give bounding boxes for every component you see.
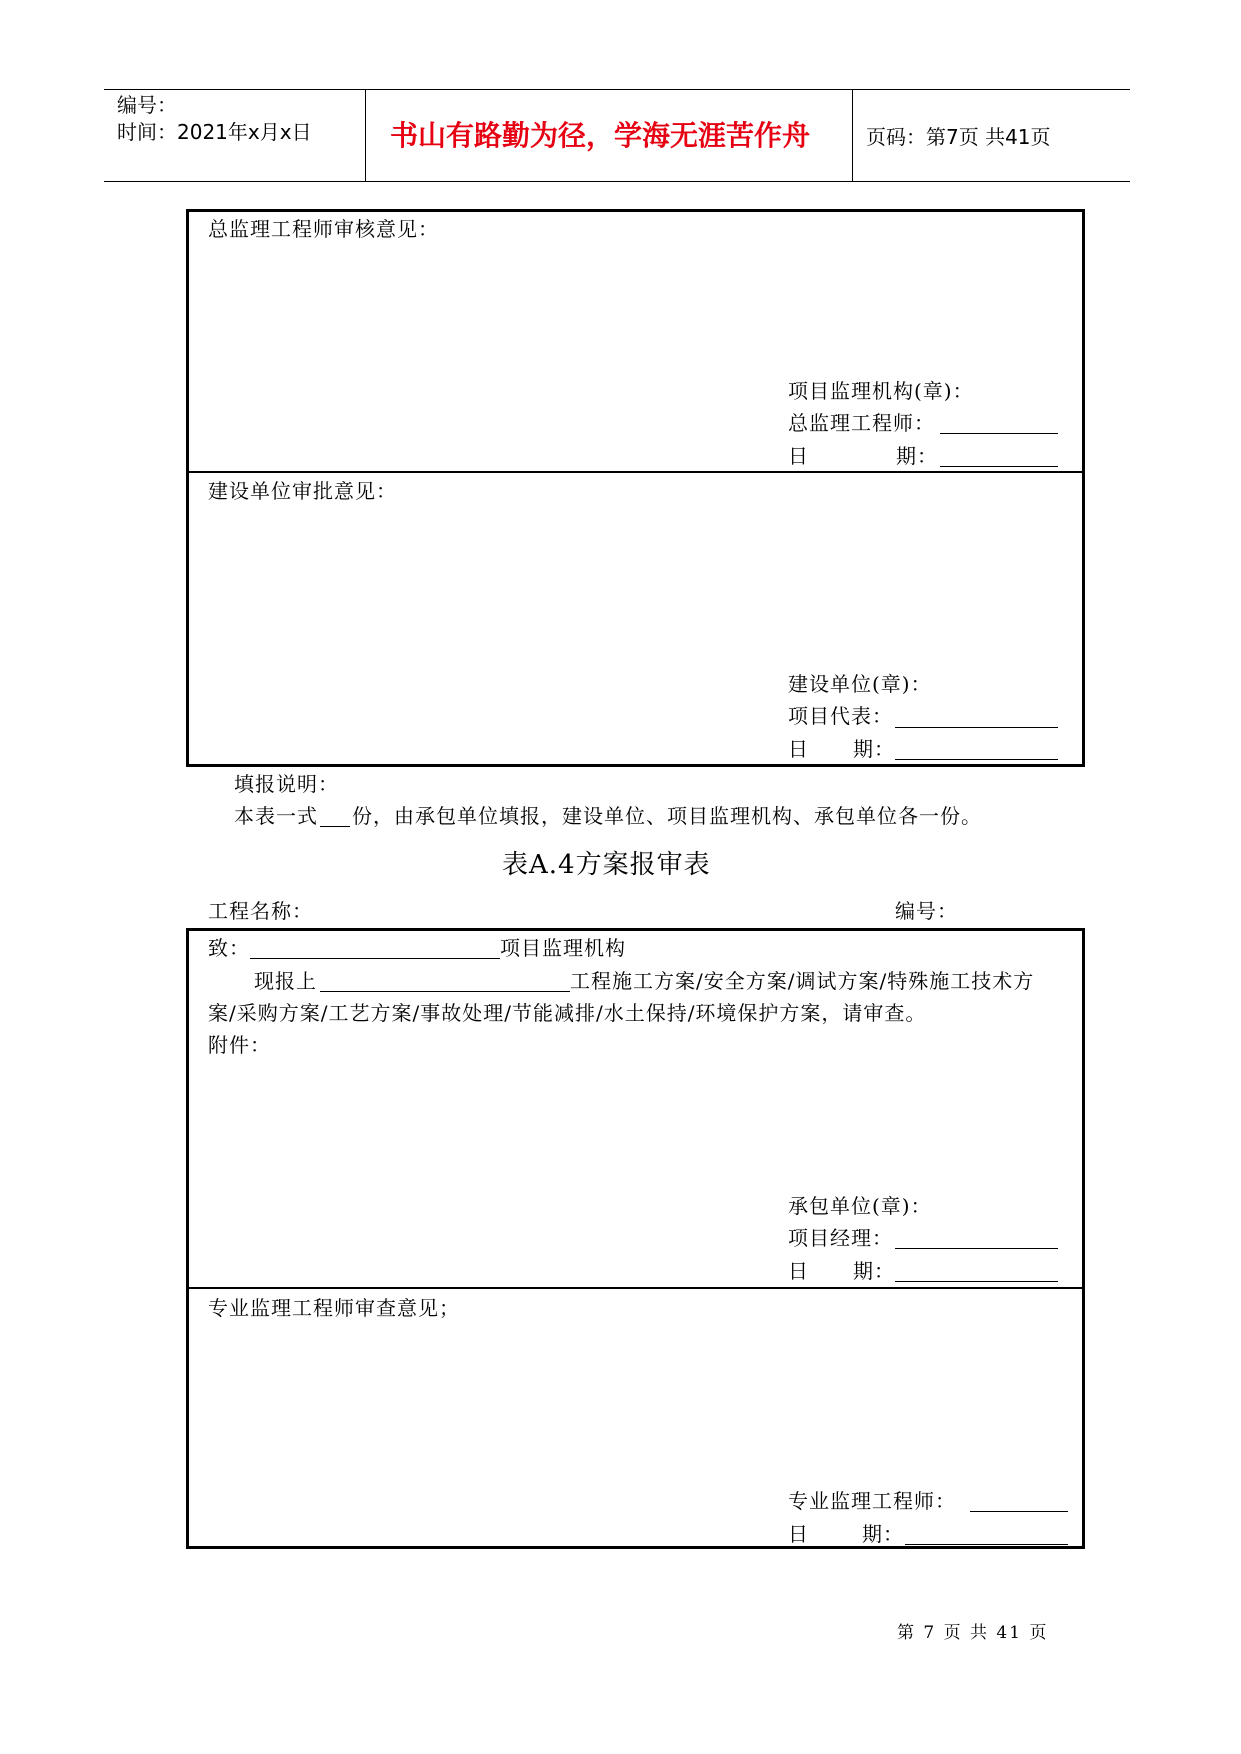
header-divider-left — [365, 89, 366, 181]
attachment-label: 附件： — [208, 1033, 271, 1057]
header-motto: 书山有路勤为径，学海无涯苦作舟 — [390, 119, 811, 152]
form-title: 表A.4方案报审表 — [502, 850, 711, 880]
project-name-label: 工程名称： — [208, 899, 313, 923]
date-label-first-char: 日 — [788, 444, 809, 468]
notes-text-prefix: 本表一式 — [234, 804, 318, 828]
form-number-label: 编号： — [895, 899, 958, 923]
specialist-date-first-char: 日 — [788, 1522, 809, 1546]
plan-review-form-divider — [188, 1287, 1083, 1289]
report-suffix: 工程施工方案/安全方案/调试方案/特殊施工技术方 — [570, 969, 1035, 993]
page-footer: 第 7 页 共 41 页 — [897, 1623, 1049, 1643]
header-top-rule — [104, 89, 1130, 90]
specialist-review-label: 专业监理工程师审查意见； — [208, 1296, 460, 1320]
project-rep-label: 项目代表： — [788, 704, 893, 728]
copies-blank-line — [320, 826, 350, 827]
contractor-date-second-char: 期： — [853, 1259, 895, 1283]
report-prefix: 现报上 — [254, 969, 317, 993]
pm-signature-line — [895, 1248, 1058, 1249]
report-blank-line — [320, 991, 570, 992]
notes-text-suffix: 份，由承包单位填报，建设单位、项目监理机构、承包单位各一份。 — [352, 804, 982, 828]
contractor-label: 承包单位(章)： — [788, 1194, 932, 1218]
date-label-second-char: 期： — [896, 444, 938, 468]
review-form-divider — [188, 471, 1083, 473]
time-label: 时间：2021年x月x日 — [117, 120, 312, 144]
chief-review-label: 总监理工程师审核意见： — [208, 217, 439, 241]
to-blank-line — [250, 958, 500, 959]
header-bottom-rule — [104, 181, 1130, 182]
chief-engineer-signature-line — [940, 433, 1058, 434]
to-suffix: 项目监理机构 — [500, 936, 626, 960]
pm-label: 项目经理： — [788, 1226, 893, 1250]
owner-date-first-char: 日 — [788, 737, 809, 761]
contractor-date-line — [895, 1281, 1058, 1282]
owner-unit-label: 建设单位(章)： — [788, 672, 932, 696]
page-indicator: 页码：第7页 共41页 — [866, 125, 1051, 149]
header-divider-right — [852, 89, 853, 181]
serial-label: 编号： — [117, 93, 177, 117]
owner-date-second-char: 期： — [853, 737, 895, 761]
specialist-signature-line — [970, 1511, 1068, 1512]
project-rep-signature-line — [895, 727, 1058, 728]
chief-engineer-label: 总监理工程师： — [788, 411, 935, 435]
specialist-date-second-char: 期： — [862, 1522, 904, 1546]
specialist-label: 专业监理工程师： — [788, 1489, 956, 1513]
to-label: 致： — [208, 936, 250, 960]
chief-date-line — [940, 466, 1058, 467]
owner-date-line — [895, 759, 1058, 760]
owner-approval-label: 建设单位审批意见： — [208, 479, 397, 503]
supervision-org-label: 项目监理机构(章)： — [788, 379, 974, 403]
notes-heading: 填报说明： — [234, 772, 339, 796]
contractor-date-first-char: 日 — [788, 1259, 809, 1283]
specialist-date-line — [905, 1544, 1068, 1545]
report-line-2: 案/采购方案/工艺方案/事故处理/节能减排/水土保持/环境保护方案，请审查。 — [208, 1001, 927, 1025]
